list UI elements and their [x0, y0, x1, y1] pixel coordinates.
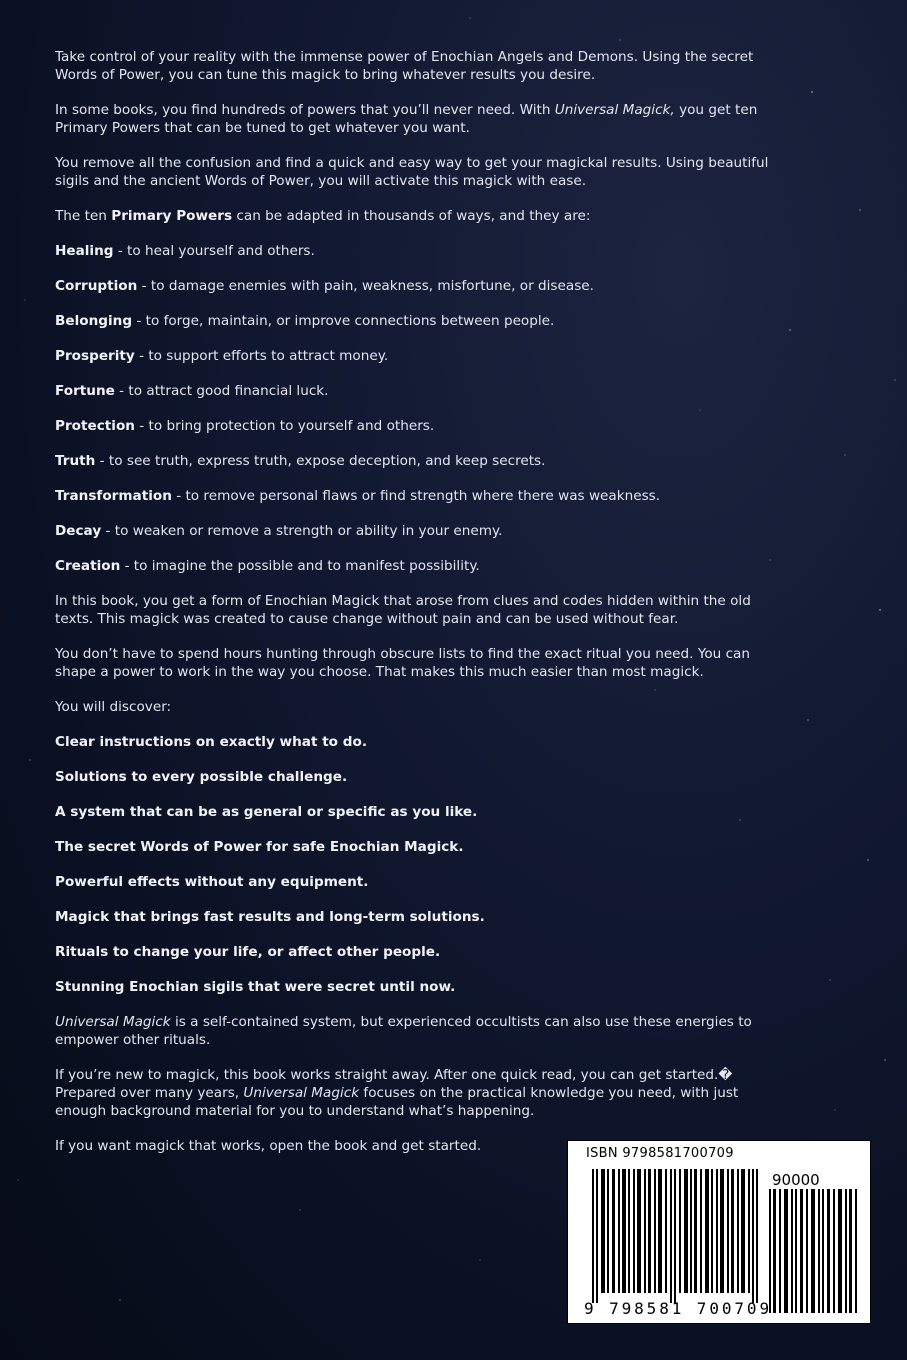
- discovery-text: Clear instructions on exactly what to do.: [55, 734, 367, 750]
- rituals-paragraph: You don’t have to spend hours hunting through obscure lists to find the exact ritual you need. You can shape a power to work in the way you choose. That makes this much easier than most magick.: [55, 646, 750, 680]
- ean-digits: 9 798581 700709: [584, 1299, 772, 1318]
- power-description: - to attract good financial luck.: [114, 383, 329, 399]
- text-span: you get ten Primary Powers that can be tuned to get whatever you want.: [55, 102, 758, 136]
- power-item: [55, 452, 775, 470]
- power-description: - to see truth, express truth, expose deception, and keep secrets.: [95, 453, 546, 469]
- intro-paragraph: Take control of your reality with the immense power of Enochian Angels and Demons. Using the secret Words of Power, you can tune this magick to bring whatever results you desire.: [55, 49, 754, 83]
- self-contained-paragraph: [55, 1013, 775, 1049]
- discovery-item: [55, 873, 775, 891]
- power-name: Protection: [55, 418, 135, 434]
- discovery-item: [55, 803, 775, 821]
- powers-paragraph: [55, 101, 775, 137]
- power-name: Truth: [55, 453, 96, 469]
- addon-barcode-bars: [769, 1189, 859, 1313]
- power-name: Prosperity: [55, 348, 135, 364]
- power-item: [55, 242, 775, 260]
- book-title-italic: Universal Magick: [55, 1014, 171, 1030]
- power-name: Transformation: [55, 488, 172, 504]
- isbn-barcode: [567, 1140, 871, 1324]
- enochian-paragraph: In this book, you get a form of Enochian Magick that arose from clues and codes hidden within the old texts. This magick was created to cause change without pain and can be used without fear.: [55, 593, 751, 627]
- discovery-item: [55, 838, 775, 856]
- discovery-text: Stunning Enochian sigils that were secret until now.: [55, 979, 456, 995]
- power-item: [55, 277, 775, 295]
- discovery-text: Rituals to change your life, or affect other people.: [55, 944, 441, 960]
- discovery-item: [55, 733, 775, 751]
- power-item: [55, 487, 775, 505]
- power-item: [55, 417, 775, 435]
- power-name: Belonging: [55, 313, 133, 329]
- discovery-text: The secret Words of Power for safe Enochian Magick.: [55, 839, 464, 855]
- back-cover-text: [55, 48, 775, 1172]
- text-span: In some books, you find hundreds of powers that you’ll never need. With: [55, 102, 555, 118]
- discovery-text: Powerful effects without any equipment.: [55, 874, 369, 890]
- book-title-italic: Universal Magick: [243, 1085, 360, 1101]
- power-item: [55, 557, 775, 575]
- primary-powers-intro: [55, 207, 775, 225]
- power-description: - to imagine the possible and to manifest possibility.: [120, 558, 480, 574]
- ean-barcode-bars: [592, 1169, 760, 1303]
- discovery-item: [55, 908, 775, 926]
- power-description: - to heal yourself and others.: [113, 243, 315, 259]
- new-to-magick-paragraph: [55, 1066, 775, 1120]
- power-description: - to damage enemies with pain, weakness, misfortune, or disease.: [137, 278, 594, 294]
- power-description: - to forge, maintain, or improve connections between people.: [132, 313, 555, 329]
- book-title-italic: Universal Magick,: [554, 102, 675, 118]
- power-item: [55, 347, 775, 365]
- closing-paragraph: If you want magick that works, open the book and get started.: [55, 1138, 482, 1154]
- text-span: If you’re new to magick, this book works straight away. After one quick read, you can get started.� Prepared over many years,: [55, 1067, 733, 1101]
- power-item: [55, 312, 775, 330]
- power-name: Healing: [55, 243, 114, 259]
- power-description: - to remove personal flaws or find strength where there was weakness.: [171, 488, 661, 504]
- discovery-text: Magick that brings fast results and long-term solutions.: [55, 909, 485, 925]
- text-span: The ten: [55, 208, 112, 224]
- price-code: 90000: [772, 1171, 820, 1189]
- power-description: - to support efforts to attract money.: [134, 348, 389, 364]
- primary-powers-bold: Primary Powers: [111, 208, 233, 224]
- discovery-item: [55, 768, 775, 786]
- power-item: [55, 382, 775, 400]
- power-name: Creation: [55, 558, 121, 574]
- discovery-item: [55, 978, 775, 996]
- text-span: is a self-contained system, but experienced occultists can also use these energies to empower other rituals.: [55, 1014, 752, 1048]
- power-name: Fortune: [55, 383, 115, 399]
- discovery-item: [55, 943, 775, 961]
- text-span: can be adapted in thousands of ways, and they are:: [232, 208, 591, 224]
- isbn-label: ISBN 9798581700709: [586, 1146, 734, 1161]
- power-name: Corruption: [55, 278, 138, 294]
- power-item: [55, 522, 775, 540]
- discover-heading: You will discover:: [55, 699, 172, 715]
- power-description: - to bring protection to yourself and others.: [134, 418, 435, 434]
- power-description: - to weaken or remove a strength or ability in your enemy.: [101, 523, 503, 539]
- discovery-text: Solutions to every possible challenge.: [55, 769, 348, 785]
- power-name: Decay: [55, 523, 102, 539]
- text-span: focuses on the practical knowledge you need, with just enough background material for you to understand what’s happening.: [55, 1085, 739, 1119]
- confusion-paragraph: You remove all the confusion and find a quick and easy way to get your magickal results. Using beautiful sigils and the ancient Words of Power, you will activate this magick with ease.: [55, 155, 769, 189]
- discovery-text: A system that can be as general or specific as you like.: [55, 804, 478, 820]
